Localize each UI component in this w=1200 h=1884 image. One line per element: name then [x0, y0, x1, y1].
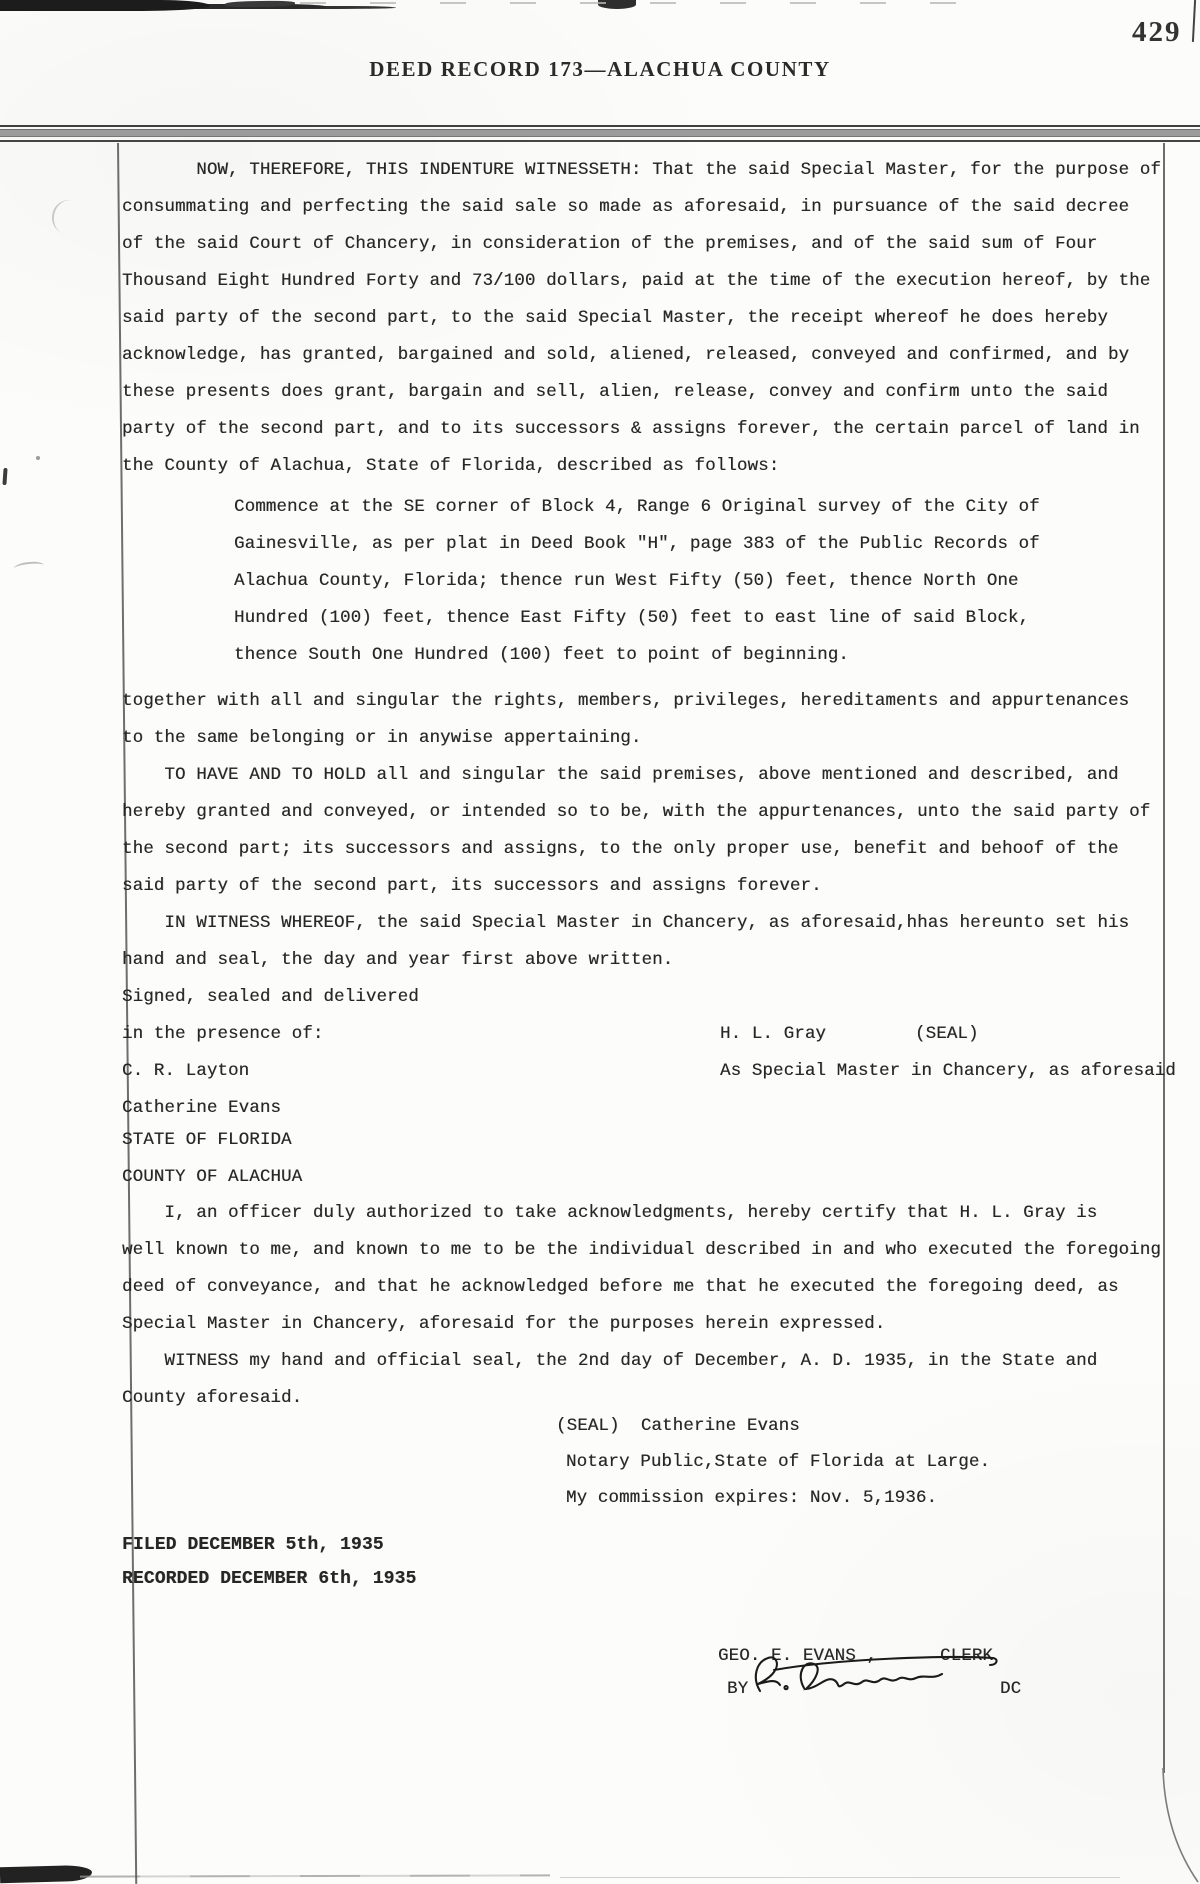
execution-line-witness1	[122, 1053, 1176, 1090]
clerk-name: GEO. E. EVANS ,	[718, 1646, 878, 1666]
deed-text-line: party of the second part, and to its successors & assigns forever, the certain parcel of land in	[122, 419, 1140, 439]
deed-text-line: said party of the second part, its successors and assigns forever.	[122, 876, 822, 896]
deed-text-line: WITNESS my hand and official seal, the 2nd day of December, A. D. 1935, in the State and	[122, 1351, 1098, 1371]
scan-mark-left-tick	[2, 468, 7, 485]
deed-text-line: hand and seal, the day and year first above written.	[122, 950, 674, 970]
deed-text-line: together with all and singular the rights, members, privileges, hereditaments and appurtenances	[122, 691, 1130, 711]
double-rule	[0, 125, 1200, 142]
deed-text-line: Hundred (100) feet, thence East Fifty (50) feet to east line of said Block,	[234, 608, 1030, 628]
clerk-by-label: BY	[727, 1679, 749, 1699]
scan-page-edge-tick	[1192, 0, 1196, 42]
scan-smudge-top-left-2	[225, 0, 295, 7]
execution-line-presence	[122, 1016, 1172, 1053]
scan-mark-left-dot	[36, 456, 40, 460]
notary-seal-line: (SEAL) Catherine Evans	[556, 1416, 800, 1436]
deed-text-line: Special Master in Chancery, aforesaid for the purposes herein expressed.	[122, 1314, 886, 1334]
deed-text-line: hereby granted and conveyed, or intended so to be, with the appurtenances, unto the said party of	[122, 802, 1151, 822]
deed-text-line: deed of conveyance, and that he acknowledged before me that he executed the foregoing deed, as	[122, 1277, 1119, 1297]
deed-text-line: consummating and perfecting the said sale so made as aforesaid, in pursuance of the said decree	[122, 197, 1130, 217]
notary-block	[556, 1408, 1116, 1516]
clerk-title: CLERK	[940, 1646, 994, 1666]
notary-title-line: Notary Public,State of Florida at Large.	[566, 1452, 991, 1472]
deed-text-line: to the same belonging or in anywise appertaining.	[122, 728, 642, 748]
habendum-paragraph	[122, 683, 1172, 1016]
deed-text-line: thence South One Hundred (100) feet to point of beginning.	[234, 645, 849, 665]
venue-county: COUNTY OF ALACHUA	[122, 1167, 303, 1187]
deed-text-line: I, an officer duly authorized to take acknowledgments, hereby certify that H. L. Gray is	[122, 1203, 1098, 1223]
deed-text-line: Commence at the SE corner of Block 4, Range 6 Original survey of the City of	[234, 497, 1040, 517]
venue-state: STATE OF FLORIDA	[122, 1130, 292, 1150]
deed-text-line: said party of the second part, to the said Special Master, the receipt whereof he does hereby	[122, 308, 1108, 328]
witness-name-2: Catherine Evans	[122, 1098, 282, 1118]
deed-text-line: IN WITNESS WHEREOF, the said Special Master in Chancery, as aforesaid,hhas hereunto set his	[122, 913, 1130, 933]
filed-stamp: FILED DECEMBER 5th, 1935	[122, 1535, 384, 1555]
notary-commission-line: My commission expires: Nov. 5,1936.	[566, 1488, 938, 1508]
venue-block	[122, 1122, 1172, 1196]
deed-text-line: County aforesaid.	[122, 1388, 303, 1408]
rule-line-bottom	[0, 140, 1200, 142]
deed-text-line: of the said Court of Chancery, in consideration of the premises, and of the said sum of Four	[122, 234, 1098, 254]
deed-text-line: the County of Alachua, State of Florida, described as follows:	[122, 456, 780, 476]
recording-block	[122, 1528, 1172, 1596]
page-title: DEED RECORD 173—ALACHUA COUNTY	[369, 57, 831, 81]
opening-paragraph	[122, 152, 1172, 485]
master-title: As Special Master in Chancery, as aforesaid	[720, 1061, 1176, 1081]
clerk-by-line	[122, 1671, 1172, 1708]
clerk-line	[122, 1638, 1172, 1675]
deed-text-line: acknowledge, has granted, bargained and sold, aliened, released, conveyed and confirmed, and by	[122, 345, 1130, 365]
legal-description	[122, 489, 1200, 674]
presence-label: in the presence of:	[122, 1024, 324, 1044]
deed-text-line: Thousand Eight Hundred Forty and 73/100 dollars, paid at the time of the execution hereof, by the	[122, 271, 1151, 291]
deed-text-line: these presents does grant, bargain and sell, alien, release, convey and confirm unto the said	[122, 382, 1108, 402]
seal-label: (SEAL)	[915, 1024, 979, 1044]
scan-smudge-bottom-left	[0, 1865, 92, 1883]
scan-dash-top	[300, 2, 980, 4]
deed-text-line: NOW, THEREFORE, THIS INDENTURE WITNESSETH: That the said Special Master, for the purpose of	[122, 160, 1161, 180]
recorded-stamp: RECORDED DECEMBER 6th, 1935	[122, 1569, 417, 1589]
deputy-clerk-signature	[746, 1644, 1006, 1699]
deed-text-line: well known to me, and known to me to be the individual described in and who executed the foregoing	[122, 1240, 1161, 1260]
acknowledgment-paragraph	[122, 1195, 1172, 1417]
page-number: 429	[1132, 16, 1182, 48]
scan-mark-left-curve	[48, 197, 87, 238]
deed-text-line: Gainesville, as per plat in Deed Book "H", page 383 of the Public Records of	[234, 534, 1040, 554]
deed-text-line: the second part; its successors and assigns, to the only proper use, benefit and behoof of the	[122, 839, 1119, 859]
scan-smudge-top-left	[0, 0, 210, 11]
scan-line-bottom	[80, 1874, 550, 1877]
page-curl-line	[1160, 1768, 1200, 1884]
rule-band	[0, 129, 1200, 137]
scan-mark-left-dash	[14, 560, 45, 573]
deed-text-line: Alachua County, Florida; thence run West Fifty (50) feet, thence North One	[234, 571, 1019, 591]
deed-text-line: TO HAVE AND TO HOLD all and singular the said premises, above mentioned and described, and	[122, 765, 1119, 785]
deed-text-line: Signed, sealed and delivered	[122, 987, 419, 1007]
master-signature-name: H. L. Gray	[720, 1024, 827, 1044]
witness-name-1: C. R. Layton	[122, 1061, 250, 1081]
deputy-clerk-initials: DC	[1000, 1679, 1022, 1699]
scan-line-bottom-2	[560, 1877, 1120, 1878]
